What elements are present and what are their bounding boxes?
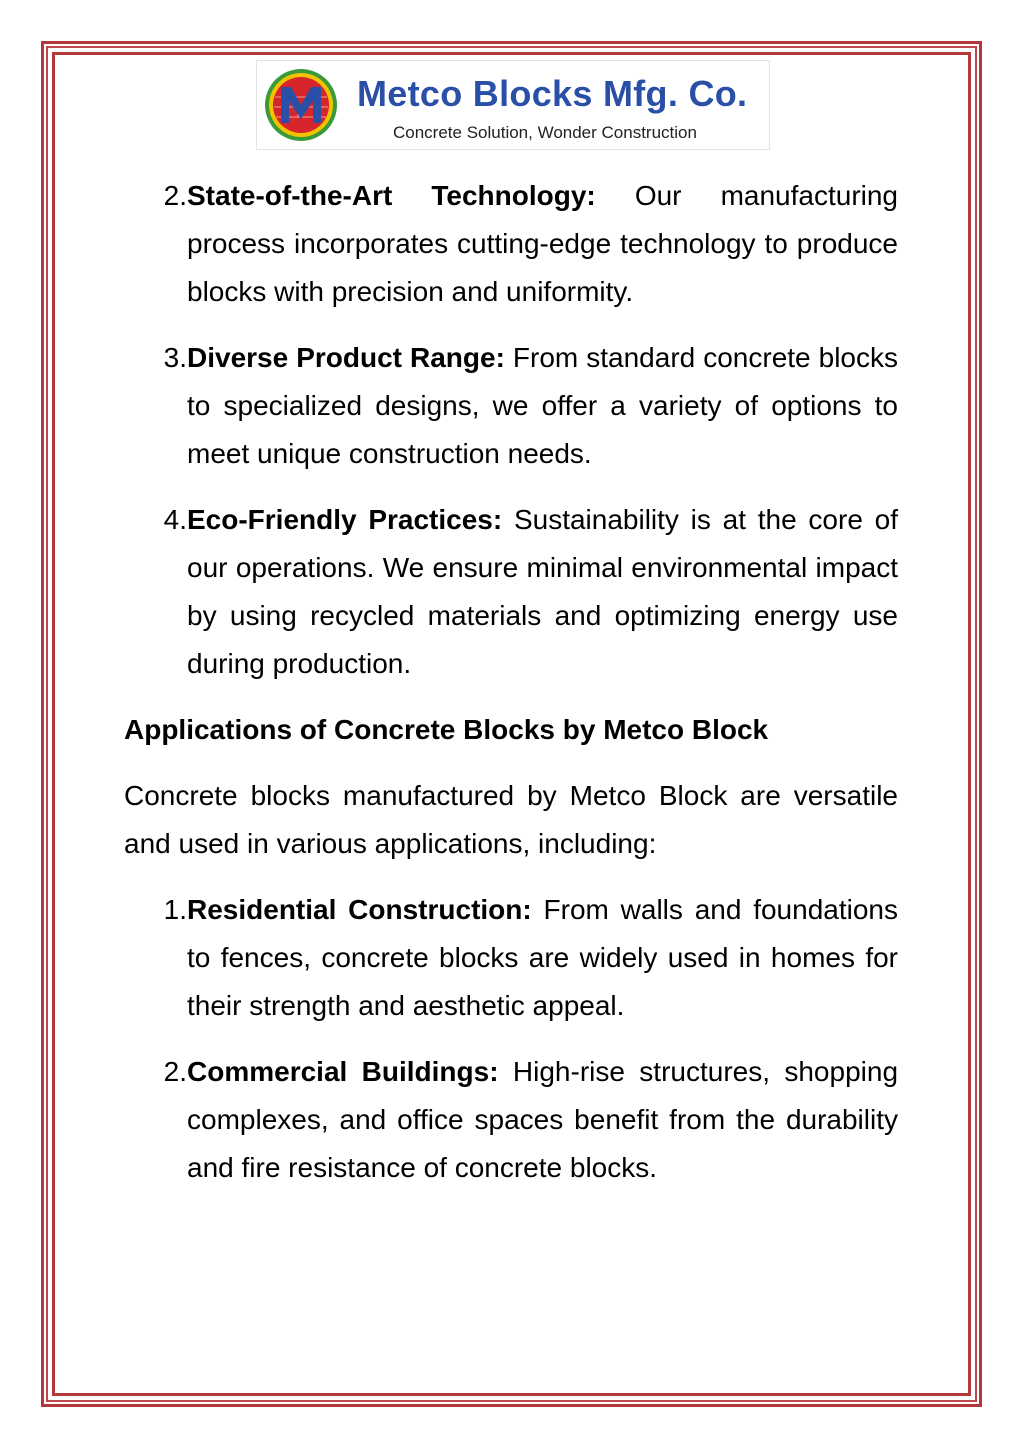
list-item-text <box>187 496 898 688</box>
list-item-text <box>187 1048 898 1192</box>
list-number: 4. <box>163 504 187 535</box>
list-item-description: From walls and foundations to fences, concrete blocks are widely used in homes for their strength and aesthetic appeal. <box>187 894 898 1021</box>
company-logo <box>256 60 770 150</box>
list-item-description: Our manufacturing process incorporates cutting-edge technology to produce blocks with precision and uniformity. <box>187 180 899 307</box>
list-number: 2. <box>163 1056 187 1087</box>
list-item <box>124 1048 898 1192</box>
list-item-title: Residential Construction: <box>187 894 532 925</box>
document-body <box>124 172 898 1210</box>
list-item-title: Diverse Product Range: <box>187 342 505 373</box>
list-item-text <box>187 334 898 478</box>
list-item-text <box>187 172 898 316</box>
section-intro: Concrete blocks manufactured by Metco Block are versatile and used in various applications, including: <box>124 780 898 859</box>
list-item-text <box>187 886 898 1030</box>
list-item-description: From standard concrete blocks to specialized designs, we offer a variety of options to meet unique construction needs. <box>187 342 898 469</box>
list-item <box>124 886 898 1030</box>
list-item-title: Commercial Buildings: <box>187 1056 499 1087</box>
metco-logo-mark-icon <box>263 67 339 143</box>
list-item-title: State-of-the-Art Technology: <box>187 180 596 211</box>
list-item-title: Eco-Friendly Practices: <box>187 504 503 535</box>
list-item <box>124 172 898 316</box>
list-item <box>124 334 898 478</box>
list-number: 3. <box>163 342 187 373</box>
list-item <box>124 496 898 688</box>
logo-tagline: Concrete Solution, Wonder Construction <box>393 123 697 142</box>
section-heading: Applications of Concrete Blocks by Metco Block <box>124 714 769 745</box>
list-number: 1. <box>163 894 187 925</box>
list-item-description: High-rise structures, shopping complexes, and office spaces benefit from the durability and fire resistance of concrete blocks. <box>187 1056 899 1183</box>
list-number: 2. <box>163 180 187 211</box>
list-item-description: Sustainability is at the core of our operations. We ensure minimal environmental impact by using recycled materials and optimizing energy use during production. <box>187 504 898 679</box>
logo-company-name: Metco Blocks Mfg. Co. <box>357 73 748 114</box>
